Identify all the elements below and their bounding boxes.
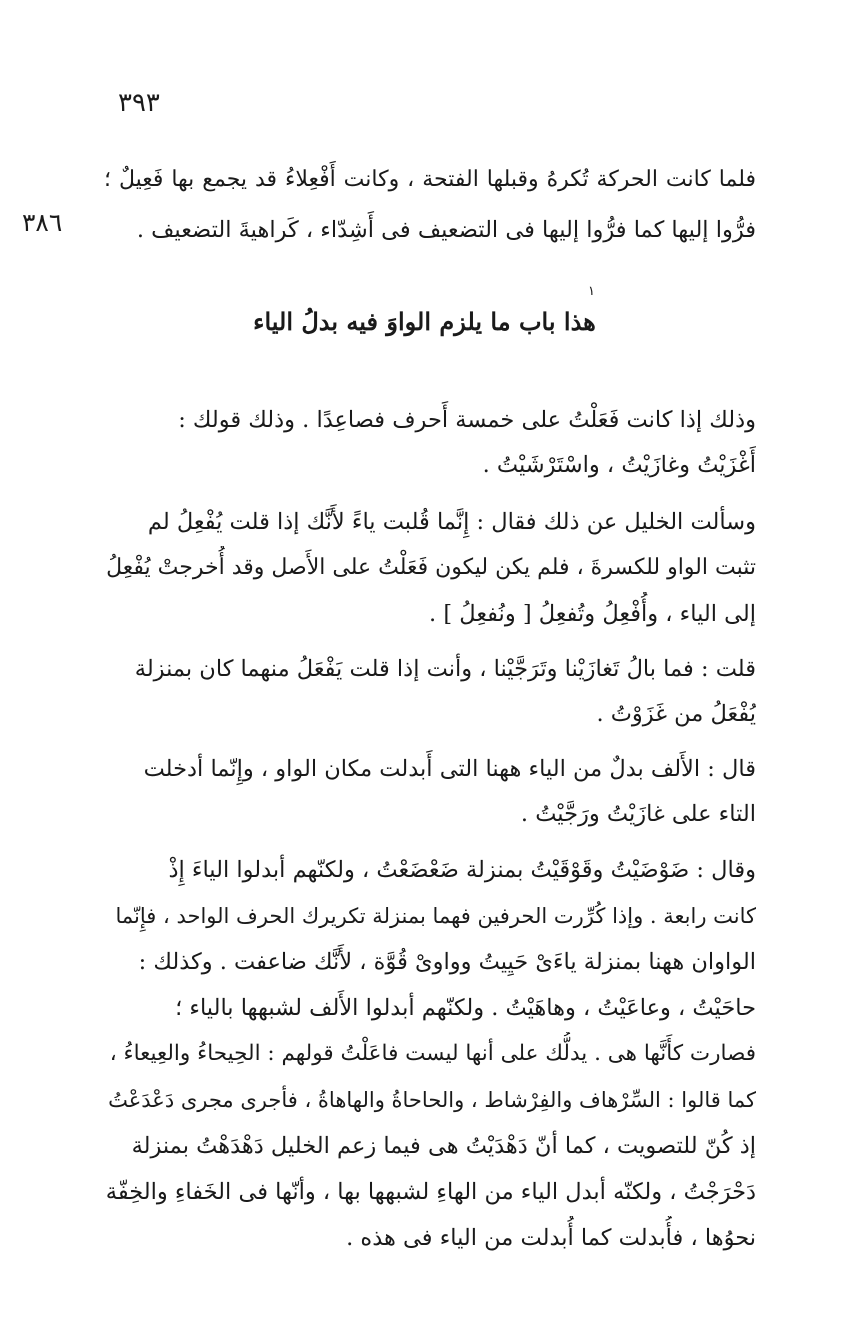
body-paragraph-1-line-1: وذلك إذا كانت فَعَلْتُ على خمسة أَحرف فصاعِدًا . وذلك قولك : xyxy=(178,407,756,433)
body-paragraph-5-line-1: وقال : ضَوْضَيْتُ وقَوْقَيْتُ بمنزلة ضَعْضَعْتُ ، ولكنّهم أبدلوا الياءَ إِذْ xyxy=(168,857,756,883)
body-paragraph-5-line-2: كانت رابعة . وإذا كُرِّرت الحرفين فهما بمنزلة تكريرك الحرف الواحد ، فإِنّما xyxy=(115,904,756,928)
body-paragraph-3-line-1: قلت : فما بالُ تَغازَيْنا وتَرَجَّيْنا ، وأنت إذا قلت يَفْعَلُ منهما كان بمنزلة xyxy=(134,656,756,682)
body-paragraph-5-line-9: نحوُها ، فأُبدلت كما أُبدلت من الياء فى هذه . xyxy=(346,1225,756,1251)
section-heading: هذا باب ما يلزم الواوَ فيه بدلُ الياء xyxy=(253,307,596,336)
body-paragraph-5-line-7: إذ كُنّ للتصويت ، كما أنّ دَهْدَيْتُ هى فيما زعم الخليل دَهْدَهْتُ بمنزلة xyxy=(131,1133,756,1159)
intro-line-2: فرُّوا إليها كما فرُّوا إليها فى التضعيف فى أَشِدّاء ، كَراهيةَ التضعيف . xyxy=(136,217,756,243)
body-paragraph-2-line-3: إلى الياء ، وأُفْعِلُ وتُفعِلُ [ ونُفعِلُ ] . xyxy=(429,601,756,627)
body-paragraph-2-line-2: تثبت الواو للكسرةَ ، فلم يكن ليكون فَعَلْتُ على الأَصل وقد أُخرجتْ يُفْعِلُ xyxy=(106,555,756,580)
page-number: ٣٩٣ xyxy=(118,88,160,118)
body-paragraph-4-line-2: التاء على غازَيْتُ ورَجَّيْتُ . xyxy=(520,801,756,827)
body-paragraph-5-line-6: كما قالوا : السِّرْهاف والفِرْشاط ، والحاحاةُ والهاهاةُ ، فأجرى مجرى دَعْدَعْتُ xyxy=(108,1088,756,1112)
body-paragraph-5-line-8: دَحْرَجْتُ ، ولكنّه أبدل الياء من الهاءِ لشبهها بها ، وأنّها فى الخَفاءِ والخِفّة xyxy=(105,1179,756,1205)
section-heading-footnote-mark: ١ xyxy=(588,284,595,299)
body-paragraph-2-line-1: وسألت الخليل عن ذلك فقال : إِنَّما قُلبت ياءً لأَنَّك إذا قلت يُفْعِلُ لم xyxy=(147,509,756,535)
body-paragraph-3-line-2: يُفْعَلُ من غَزَوْتُ . xyxy=(596,701,756,727)
margin-reference-number: ٣٨٦ xyxy=(22,208,63,237)
body-paragraph-4-line-1: قال : الأَلف بدلٌ من الياء ههنا التى أَبدلت مكان الواو ، وإِنّما أدخلت xyxy=(143,756,756,782)
body-paragraph-1-line-2: أَغْزَيْتُ وغازَيْتُ ، واسْتَرْشَيْتُ . xyxy=(482,452,756,478)
body-paragraph-5-line-4: حاحَيْتُ ، وعاعَيْتُ ، وهاهَيْتُ . ولكنّهم أبدلوا الأَلف لشبهها بالياء ؛ xyxy=(175,995,756,1021)
intro-line-1: فلما كانت الحركة تُكرهُ وقبلها الفتحة ، وكانت أَفْعِلاءُ قد يجمع بها فَعِيلٌ ؛ xyxy=(104,167,756,192)
body-paragraph-5-line-5: فصارت كأَنَّها هى . يدلُّك على أنها ليست فاعَلْتُ قولهم : الحِيحاءُ والعِيعاءُ ، xyxy=(109,1041,756,1066)
body-paragraph-5-line-3: الواوان ههنا بمنزلة ياءَىْ حَيِيتُ وواوىْ قُوَّة ، لأَنَّك ضاعفت . وكذلك : xyxy=(138,949,756,975)
